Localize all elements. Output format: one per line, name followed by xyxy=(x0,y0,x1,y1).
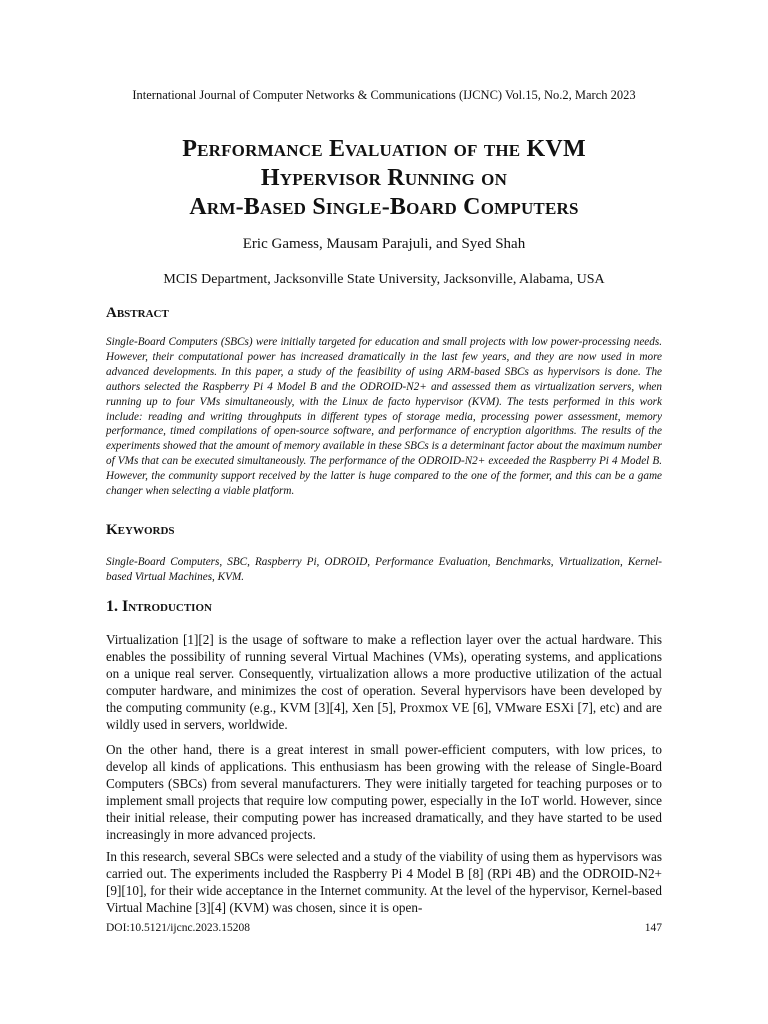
author-list: Eric Gamess, Mausam Parajuli, and Syed Shah xyxy=(242,236,526,252)
title-line: Arm-Based Single-Board Computers xyxy=(189,194,579,220)
page-number: 147 xyxy=(644,922,662,934)
keywords-text: Single-Board Computers, SBC, Raspberry Pi, ODROID, Performance Evaluation, Benchmarks, Virtualization, Kernel-based Virtual Machines, KVM. xyxy=(106,556,662,583)
journal-header: International Journal of Computer Networks & Communications (IJCNC) Vol.15, No.2, March 2023 xyxy=(132,88,636,102)
title-line: Performance Evaluation of the KVM xyxy=(182,136,586,162)
body-paragraph: On the other hand, there is a great interest in small power-efficient computers, with low prices, to develop all kinds of applications. This enthusiasm has been growing with the release of Single-Board Computers (SBCs) from several manufacturers. They were initially targeted for teaching purposes or to implement small projects that require low computing power, especially in the IoT world. However, since their initial release, their computing power has increased dramatically, and they have started to be used increasingly in more advanced projects. xyxy=(106,742,662,842)
body-paragraph: In this research, several SBCs were selected and a study of the viability of using them as hypervisors was carried out. The experiments included the Raspberry Pi 4 Model B [8] (RPi 4B) and the ODROID-N2+ [9][10], for their wide acceptance in the Internet community. At the level of the hypervisor, Kernel-based Virtual Machine [3][4] (KVM) was chosen, since it is open- xyxy=(106,849,662,915)
body-paragraph: Virtualization [1][2] is the usage of software to make a reflection layer over the actual hardware. This enables the possibility of running several Virtual Machines (VMs), operating systems, and applications on a unique real server. Consequently, virtualization allows a more productive utilization of the actual computer hardware, and minimizes the cost of operation. Several hypervisors have been developed by the computing community (e.g., KVM [3][4], Xen [5], Proxmox VE [6], VMware ESXi [7], etc) and are wildly used in servers, worldwide. xyxy=(106,632,662,732)
doi-footer: DOI:10.5121/ijcnc.2023.15208 xyxy=(106,922,251,934)
paper-title xyxy=(0,135,768,222)
keywords-heading: Keywords xyxy=(106,522,175,538)
introduction-heading: 1. Introduction xyxy=(106,598,212,615)
title-line: Hypervisor Running on xyxy=(260,165,508,191)
affiliation: MCIS Department, Jacksonville State University, Jacksonville, Alabama, USA xyxy=(163,272,605,287)
abstract-heading: Abstract xyxy=(106,305,169,321)
abstract-text: Single-Board Computers (SBCs) were initially targeted for education and small projects with low power-processing needs. However, their computational power has increased dramatically in the last few years, and they are now used in more advanced developments. In this paper, a study of the feasibility of using ARM-based SBCs as hypervisors is done. The authors selected the Raspberry Pi 4 Model B and the ODROID-N2+ and assessed them as virtualization servers, when running up to four VMs simultaneously, with the Linux de facto hypervisor (KVM). The tests performed in this work include: reading and writing throughputs in different types of storage media, processing power assessment, memory performance, timed compilations of open-source software, and performance of encryption algorithms. The results of the experiments showed that the amount of memory available in these SBCs is a determinant factor about the maximum number of VMs that can be executed simultaneously. The performance of the ODROID-N2+ exceeded the Raspberry Pi 4 Model B. However, the community support received by the latter is huge compared to the one of the former, and this can be a game changer when selecting a viable platform. xyxy=(106,336,662,498)
